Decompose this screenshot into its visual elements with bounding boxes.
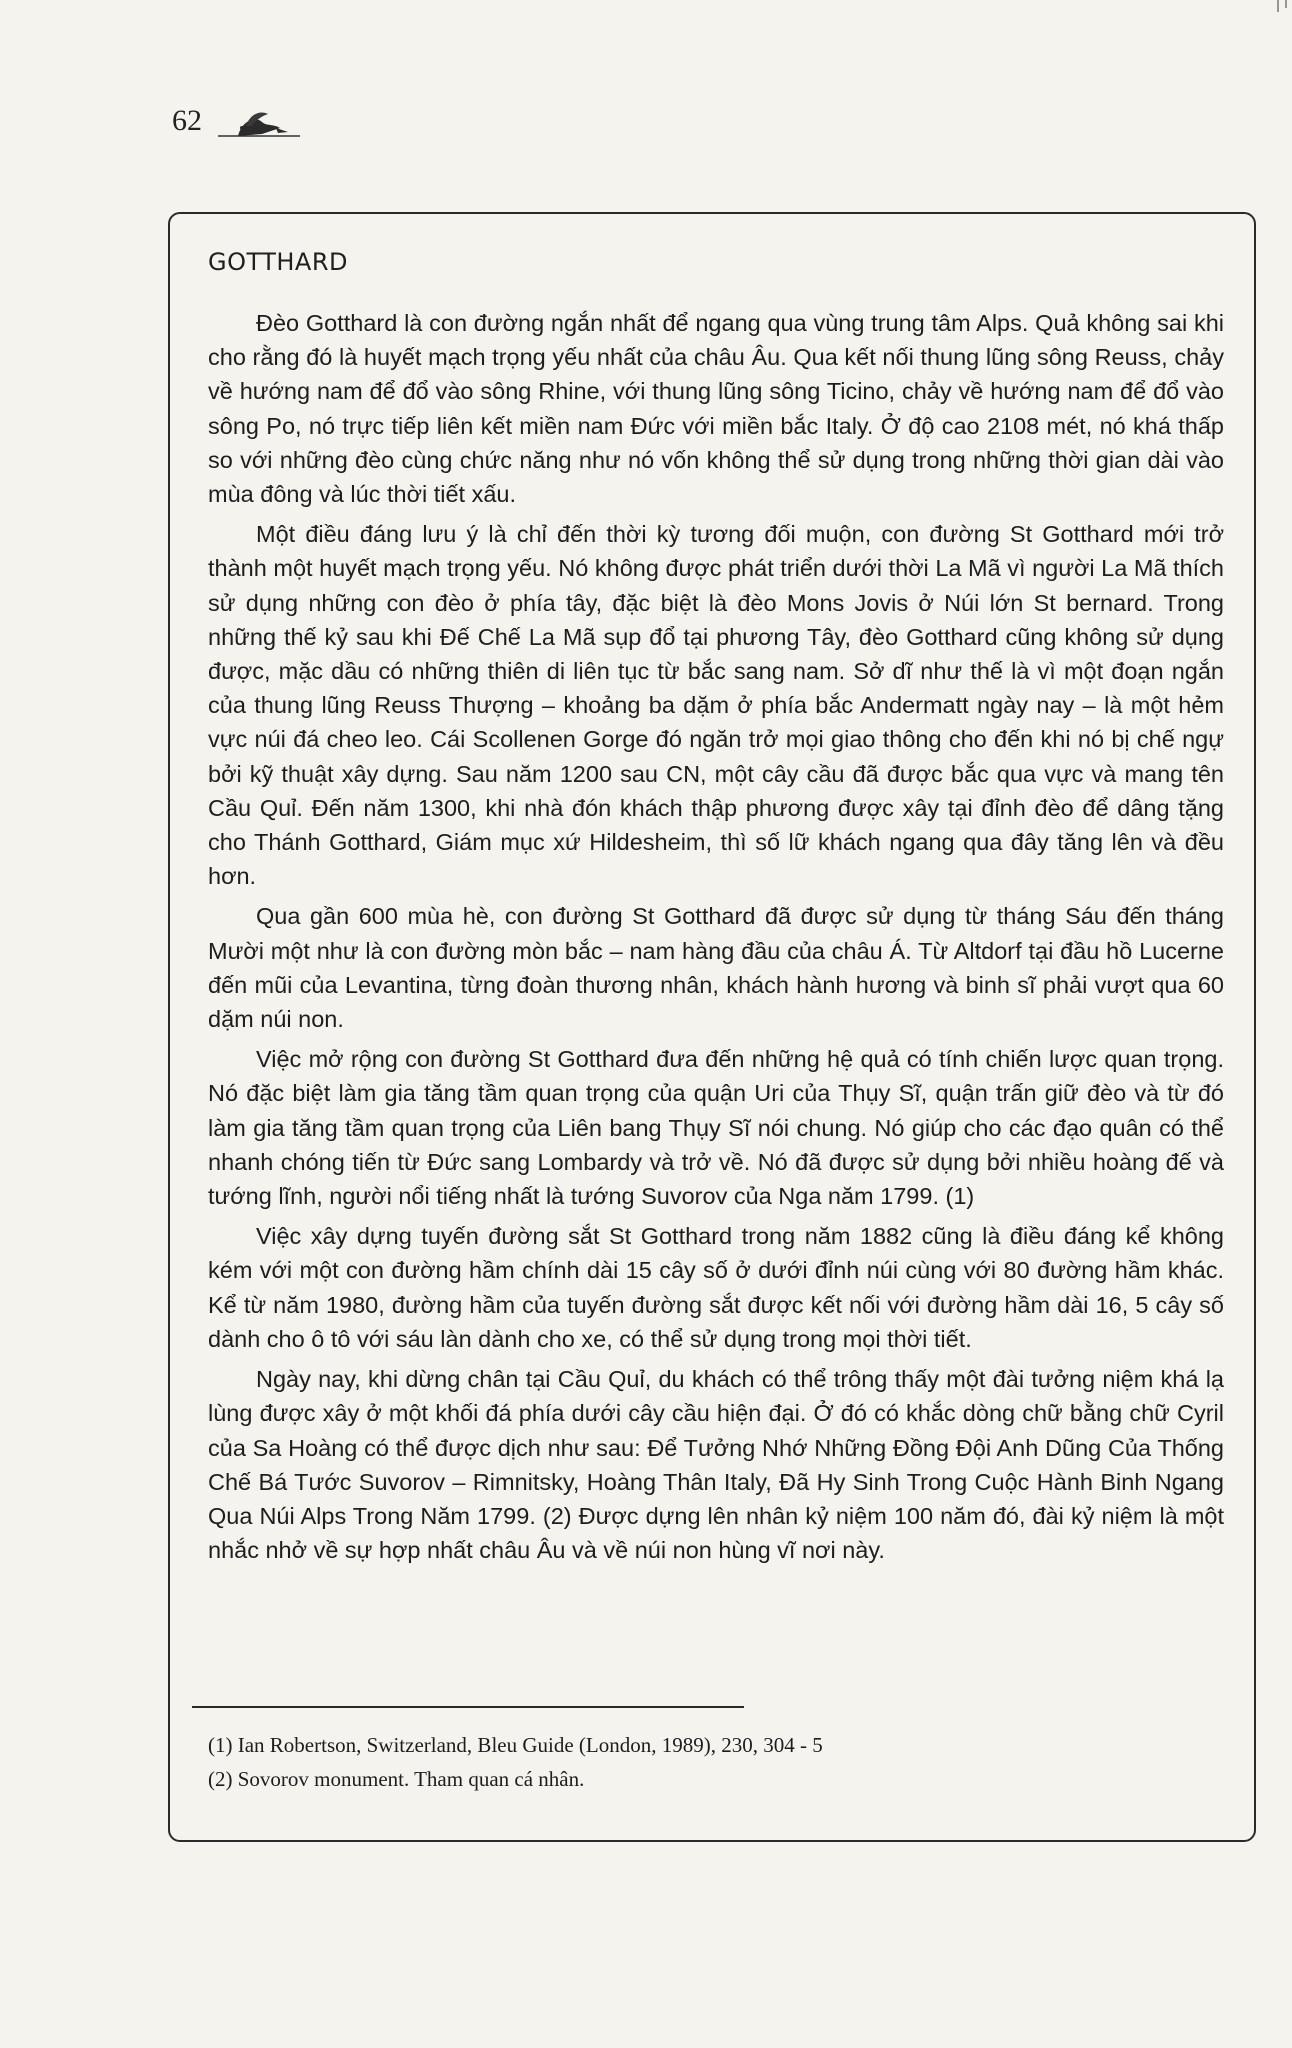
section-title: GOTTHARD: [208, 248, 349, 276]
article-body: [208, 306, 1224, 1573]
page-header: [172, 96, 302, 136]
footnote-divider: [192, 1706, 744, 1708]
footnote-1: (1) Ian Robertson, Switzerland, Bleu Guide (London, 1989), 230, 304 - 5: [208, 1733, 823, 1757]
page-number: 62: [172, 104, 202, 137]
page-edge-mark: [1270, 0, 1292, 14]
footnote-2: (2) Sovorov monument. Tham quan cá nhân.: [208, 1767, 585, 1791]
footnotes: [208, 1728, 1108, 1796]
paragraph-6: Ngày nay, khi dừng chân tại Cầu Quỉ, du khách có thể trông thấy một đài tưởng niệm khá lạ lùng được xây ở một khối đá phía dưới cây cầu hiện đại. Ở đó có khắc dòng chữ bằng chữ Cyril của Sa Hoàng có thể được dịch như sau: Để Tưởng Nhớ Những Đồng Đội Anh Dũng Của Thống Chế Bá Tước Suvorov – Rimnitsky, Hoàng Thân Italy, Đã Hy Sinh Trong Cuộc Hành Binh Ngang Qua Núi Alps Trong Năm 1799. (2) Được dựng lên nhân kỷ niệm 100 năm đó, đài kỷ niệm là một nhắc nhở về sự hợp nhất châu Âu và về núi non hùng vĩ nơi này.: [208, 1366, 1224, 1564]
paragraph-5: Việc xây dựng tuyến đường sắt St Gotthard trong năm 1882 cũng là điều đáng kể không kém với một con đường hầm chính dài 15 cây số ở dưới đỉnh núi cùng với 80 đường hầm khác. Kể từ năm 1980, đường hầm của tuyến đường sắt được kết nối với đường hầm dài 16, 5 cây số dành cho ô tô với sáu làn dành cho xe, có thể sử dụng trong mọi thời tiết.: [208, 1223, 1224, 1352]
paragraph-3: Qua gần 600 mùa hè, con đường St Gotthard đã được sử dụng từ tháng Sáu đến tháng Mười một như là con đường mòn bắc – nam hàng đầu của châu Á. Từ Altdorf tại đầu hồ Lucerne đến mũi của Levantina, từng đoàn thương nhân, khách hành hương và binh sĩ phải vượt qua 60 dặm núi non.: [208, 903, 1224, 1033]
paragraph-4: Việc mở rộng con đường St Gotthard đưa đến những hệ quả có tính chiến lược quan trọng. Nó đặc biệt làm gia tăng tầm quan trọng của quận Uri của Thụy Sĩ, quận trấn giữ đèo và từ đó làm gia tăng tầm quan trọng của Liên bang Thụy Sĩ nói chung. Nó giúp cho các đạo quân có thể nhanh chóng tiến từ Đức sang Lombardy và trở về. Nó đã được sử dụng bởi nhiều hoàng đế và tướng lĩnh, người nổi tiếng nhất là tướng Suvorov của Nga năm 1799. (1): [208, 1046, 1224, 1210]
bird-ornament-icon: [216, 106, 302, 146]
paragraph-2: Một điều đáng lưu ý là chỉ đến thời kỳ tương đối muộn, con đường St Gotthard mới trở thành một huyết mạch trọng yếu. Nó không được phát triển dưới thời La Mã vì người La Mã thích sử dụng những con đèo ở phía tây, đặc biệt là đèo Mons Jovis ở Núi lớn St bernard. Trong những thế kỷ sau khi Đế Chế La Mã sụp đổ tại phương Tây, đèo Gotthard cũng không sử dụng được, mặc dầu có những thiên di liên tục từ bắc sang nam. Sở dĩ như thế là vì một đoạn ngắn của thung lũng Reuss Thượng – khoảng ba dặm ở phía bắc Andermatt ngày nay – là một hẻm vực núi đá cheo leo. Cái Scollenen Gorge đó ngăn trở mọi giao thông cho đến khi nó bị chế ngự bởi kỹ thuật xây dựng. Sau năm 1200 sau CN, một cây cầu đã được bắc qua vực và mang tên Cầu Quỉ. Đến năm 1300, khi nhà đón khách thập phương được xây tại đỉnh đèo để dâng tặng cho Thánh Gotthard, Giám mục xứ Hildesheim, thì số lữ khách ngang qua đây tăng lên và đều hơn.: [208, 521, 1224, 890]
paragraph-1: Đèo Gotthard là con đường ngắn nhất để ngang qua vùng trung tâm Alps. Quả không sai khi cho rằng đó là huyết mạch trọng yếu nhất của châu Âu. Qua kết nối thung lũng sông Reuss, chảy về hướng nam để đổ vào sông Rhine, với thung lũng sông Ticino, chảy về hướng nam để đổ vào sông Po, nó trực tiếp liên kết miền nam Đức với miền bắc Italy. Ở độ cao 2108 mét, nó khá thấp so với những đèo cùng chức năng như nó vốn không thể sử dụng trong những thời gian dài vào mùa đông và lúc thời tiết xấu.: [208, 310, 1224, 508]
